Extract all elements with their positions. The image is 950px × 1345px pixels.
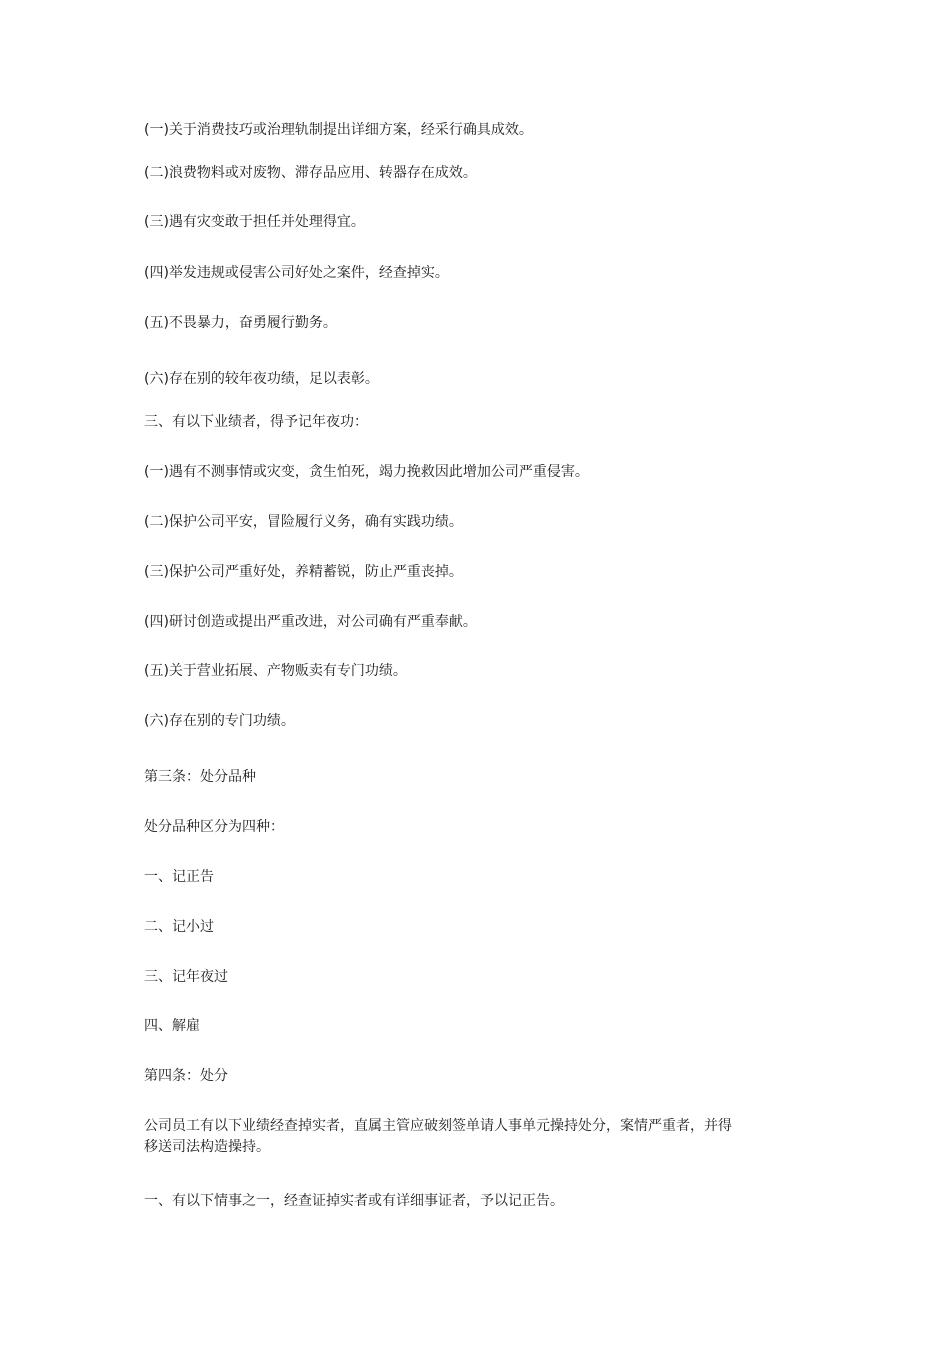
text-line: 一、有以下情事之一，经查证掉实者或有详细事证者，予以记正告。 <box>144 1193 564 1209</box>
text-line: (四)举发违规或侵害公司好处之案件，经查掉实。 <box>144 265 449 281</box>
text-line: (六)存在别的专门功绩。 <box>144 713 295 729</box>
text-line: (二)保护公司平安，冒险履行义务，确有实践功绩。 <box>144 514 463 530</box>
article-heading: 第三条：处分品种 <box>144 769 256 785</box>
text-line: (六)存在别的较年夜功绩，足以表彰。 <box>144 371 379 387</box>
list-item: 四、解雇 <box>144 1018 200 1034</box>
list-item: 三、记年夜过 <box>144 969 228 985</box>
text-line: (一)关于消费技巧或治理轨制提出详细方案，经采行确具成效。 <box>144 122 533 138</box>
section-heading: 三、有以下业绩者，得予记年夜功： <box>144 414 368 430</box>
text-line: (三)遇有灾变敢于担任并处理得宜。 <box>144 214 365 230</box>
list-item: 一、记正告 <box>144 869 214 885</box>
article-heading: 第四条：处分 <box>144 1068 228 1084</box>
text-line: (二)浪费物料或对废物、滞存品应用、转器存在成效。 <box>144 165 477 181</box>
text-line: (四)研讨创造或提出严重改进，对公司确有严重奉献。 <box>144 614 477 630</box>
body-paragraph: 公司员工有以下业绩经查掉实者，直属主管应破刻签单请人事单元操持处分，案情严重者，并得移送司法构造操持。 <box>144 1118 732 1155</box>
list-item: 二、记小过 <box>144 919 214 935</box>
text-line: (三)保护公司严重好处，养精蓄锐，防止严重丧掉。 <box>144 564 463 580</box>
text-line: (五)关于营业拓展、产物贩卖有专门功绩。 <box>144 663 407 679</box>
text-line: 处分品种区分为四种： <box>144 819 284 835</box>
text-line: (五)不畏暴力，奋勇履行勤务。 <box>144 315 337 331</box>
text-line: (一)遇有不测事情或灾变，贪生怕死，竭力挽救因此增加公司严重侵害。 <box>144 464 589 480</box>
